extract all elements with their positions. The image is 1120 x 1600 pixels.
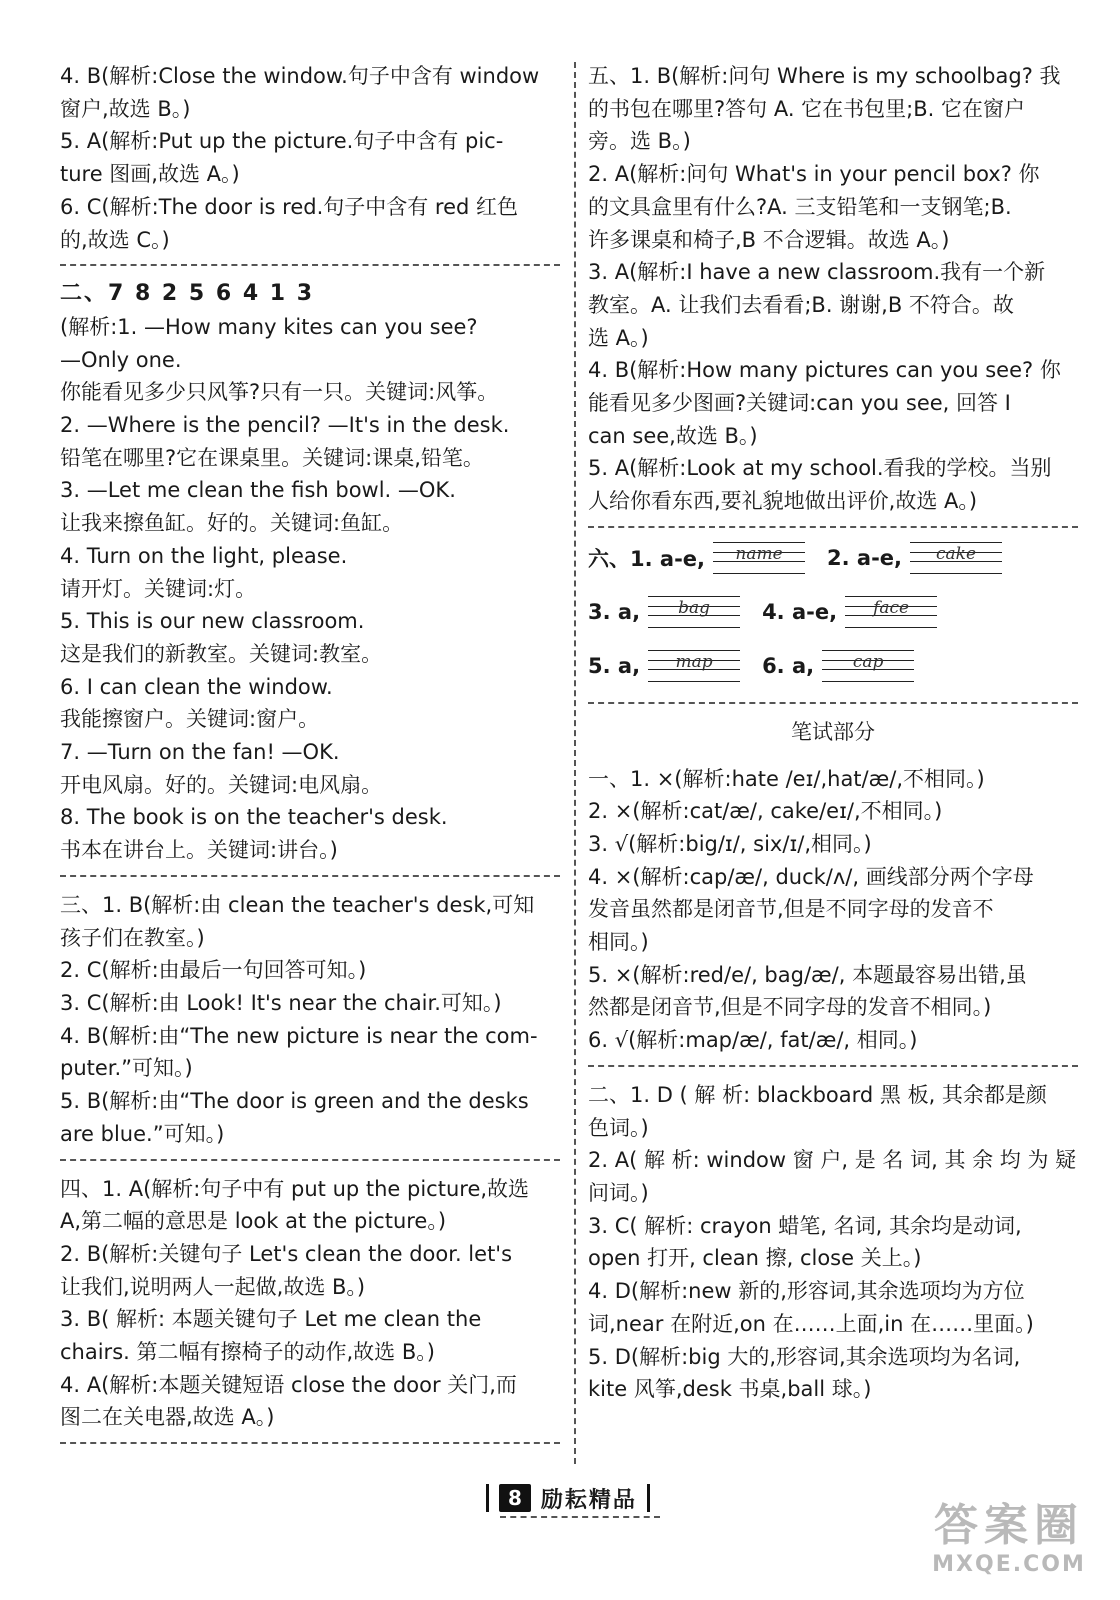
column-divider <box>574 62 576 1464</box>
text-line: 3. C(解析:由 Look! It's near the chair.可知。) <box>60 990 502 1015</box>
section-divider <box>60 875 560 877</box>
four-line-grid <box>648 650 740 682</box>
text-line: 能看见多少图画?关键词:can you see, 回答 I <box>588 391 1011 416</box>
text-line: 2. —Where is the pencil? —It's in the desk. <box>60 413 510 438</box>
text-line: 6. I can clean the window. <box>60 674 333 699</box>
item-label: 6. a, <box>762 653 815 678</box>
answer-block-4 <box>60 1173 560 1435</box>
answer-block-7 <box>588 763 1078 1057</box>
text-line: 4. B(解析:Close the window.句子中含有 window <box>60 64 540 88</box>
watermark-logo: 答案圈 <box>934 1500 1084 1551</box>
handwritten-word: map <box>675 651 713 672</box>
handwritten-word: cap <box>852 651 884 672</box>
text-line: 的,故选 C。) <box>60 227 170 252</box>
watermark <box>914 1500 1104 1592</box>
text-line: 发音虽然都是闭音节,但是不同字母的发音不 <box>588 897 994 922</box>
text-line: 4. ×(解析:cap/æ/, duck/ʌ/, 画线部分两个字母 <box>588 864 1034 889</box>
text-line: puter.”可知。) <box>60 1056 193 1081</box>
text-line: 的书包在哪里?答句 A. 它在书包里;B. 它在窗户 <box>588 96 1025 121</box>
section-heading-2: 二、7 8 2 5 6 4 1 3 <box>60 281 315 307</box>
answer-block-2 <box>60 278 560 867</box>
text-line: 4. Turn on the light, please. <box>60 543 348 568</box>
text-line: chairs. 第二幅有擦椅子的动作,故选 B。) <box>60 1340 435 1365</box>
section-divider <box>588 1065 1078 1067</box>
text-line: 我能擦窗户。关键词:窗户。 <box>60 707 320 732</box>
text-line: 3. A(解析:I have a new classroom.我有一个新 <box>588 260 1046 285</box>
text-line: 图二在关电器,故选 A。) <box>60 1405 275 1430</box>
section-divider <box>588 526 1078 528</box>
text-line: 人给你看东西,要礼貌地做出评价,故选 A。) <box>588 489 978 514</box>
text-line: 6. √(解析:map/æ/, fat/æ/, 相同。) <box>588 1028 918 1053</box>
item-label: 4. a-e, <box>762 599 838 624</box>
text-line: kite 风筝,desk 书桌,ball 球。) <box>588 1377 872 1402</box>
text-line: 5. A(解析:Put up the picture.句子中含有 pic- <box>60 129 504 154</box>
text-line: 词,near 在附近,on 在……上面,in 在……里面。) <box>588 1311 1034 1336</box>
section-divider <box>60 1159 560 1161</box>
text-line: 旁。选 B。) <box>588 129 691 154</box>
text-line: 选 A。) <box>588 325 649 350</box>
written-section-title: 笔试部分 <box>791 719 875 744</box>
text-line: 孩子们在教室。) <box>60 925 205 950</box>
page-number: 8 <box>499 1484 531 1512</box>
text-line: 让我们,说明两人一起做,故选 B。) <box>60 1274 366 1299</box>
writing-row <box>588 540 1078 576</box>
text-line: 一、1. ×(解析:hate /eɪ/,hat/æ/,不相同。) <box>588 766 985 791</box>
text-line: 你能看见多少只风筝?只有一只。关键词:风筝。 <box>60 380 499 405</box>
text-line: 许多课桌和椅子,B 不合逻辑。故选 A。) <box>588 227 950 252</box>
text-line: 书本在讲台上。关键词:讲台。) <box>60 838 338 863</box>
text-line: 2. ×(解析:cat/æ/, cake/eɪ/,不相同。) <box>588 799 943 824</box>
handwritten-word: name <box>735 543 783 564</box>
section-divider <box>588 702 1078 704</box>
text-line: 的文具盒里有什么?A. 三支铅笔和一支钢笔;B. <box>588 194 1012 219</box>
text-line: 教室。A. 让我们去看看;B. 谢谢,B 不符合。故 <box>588 292 1014 317</box>
page-footer <box>486 1478 650 1518</box>
text-line: 5. D(解析:big 大的,形容词,其余选项均为名词, <box>588 1344 1021 1369</box>
text-line: 4. B(解析:How many pictures can you see? 你 <box>588 358 1061 383</box>
text-line: ture 图画,故选 A。) <box>60 162 240 187</box>
footer-bar-left <box>486 1484 489 1512</box>
text-line: 3. √(解析:big/ɪ/, six/ɪ/,相同。) <box>588 831 872 856</box>
text-line: 铅笔在哪里?它在课桌里。关键词:课桌,铅笔。 <box>60 445 484 470</box>
handwritten-word: face <box>873 597 910 618</box>
text-line: 五、1. B(解析:问句 Where is my schoolbag? 我 <box>588 64 1061 88</box>
text-line: 3. B( 解析: 本题关键句子 Let me clean the <box>60 1307 482 1332</box>
item-label: 六、1. a-e, <box>588 546 706 571</box>
text-line: open 打开, clean 擦, close 关上。) <box>588 1246 922 1271</box>
text-line: are blue.”可知。) <box>60 1121 225 1146</box>
text-line: 4. A(解析:本题关键短语 close the door 关门,而 <box>60 1372 517 1397</box>
item-label: 3. a, <box>588 599 641 624</box>
four-line-grid <box>648 596 740 628</box>
text-line: 2. A(解析:问句 What's in your pencil box? 你 <box>588 162 1040 187</box>
text-line: 窗户,故选 B。) <box>60 96 191 121</box>
item-label: 5. a, <box>588 653 641 678</box>
writing-row <box>588 594 1078 630</box>
handwritten-word: bag <box>678 597 711 618</box>
text-line: 5. A(解析:Look at my school.看我的学校。当别 <box>588 456 1052 481</box>
answer-block-3 <box>60 889 560 1151</box>
answer-block-5 <box>588 60 1078 518</box>
item-label: 2. a-e, <box>827 545 903 570</box>
text-line: 色词。) <box>588 1115 649 1140</box>
text-line: 四、1. A(解析:句子中有 put up the picture,故选 <box>60 1176 530 1201</box>
answer-block-6 <box>588 540 1078 684</box>
four-line-grid <box>845 596 937 628</box>
footer-bar-right <box>647 1484 650 1512</box>
text-line: 6. C(解析:The door is red.句子中含有 red 红色 <box>60 194 519 219</box>
four-line-grid <box>822 650 914 682</box>
watermark-url: MXQE.COM <box>932 1552 1086 1577</box>
text-line: 然都是闭音节,但是不同字母的发音不相同。) <box>588 995 992 1020</box>
text-line: 7. —Turn on the fan! —OK. <box>60 740 340 765</box>
text-line: 3. C( 解析: crayon 蜡笔, 名词, 其余均是动词, <box>588 1213 1022 1238</box>
text-line: 这是我们的新教室。关键词:教室。 <box>60 641 383 666</box>
text-line: 请开灯。关键词:灯。 <box>60 576 257 601</box>
brand-name: 励耘精品 <box>540 1487 637 1513</box>
text-line: 让我来擦鱼缸。好的。关键词:鱼缸。 <box>60 511 404 536</box>
text-line: 5. B(解析:由“The door is green and the desks <box>60 1089 529 1114</box>
text-line: 5. This is our new classroom. <box>60 609 365 634</box>
text-line: 三、1. B(解析:由 clean the teacher's desk,可知 <box>60 892 535 917</box>
writing-row <box>588 648 1078 684</box>
text-line: (解析:1. —How many kites can you see? <box>60 314 478 339</box>
text-line: —Only one. <box>60 347 182 372</box>
section-divider <box>60 1442 560 1444</box>
text-line: 相同。) <box>588 930 649 955</box>
text-line: 8. The book is on the teacher's desk. <box>60 805 448 830</box>
answer-block-1 <box>60 60 560 256</box>
text-line: 问词。) <box>588 1180 649 1205</box>
text-line: 2. B(解析:关键句子 Let's clean the door. let's <box>60 1241 513 1266</box>
text-line: 开电风扇。好的。关键词:电风扇。 <box>60 772 383 797</box>
left-column <box>60 60 560 1456</box>
footer-divider <box>500 1516 660 1518</box>
four-line-grid <box>713 542 805 574</box>
handwritten-word: cake <box>936 543 977 564</box>
answer-block-8 <box>588 1079 1078 1406</box>
four-line-grid <box>910 542 1002 574</box>
text-line: 5. ×(解析:red/e/, bag/æ/, 本题最容易出错,虽 <box>588 962 1027 987</box>
text-line: can see,故选 B。) <box>588 423 758 448</box>
section-divider <box>60 264 560 266</box>
text-line: 二、1. D ( 解 析: blackboard 黑 板, 其余都是颜 <box>588 1082 1047 1107</box>
text-line: 2. C(解析:由最后一句回答可知。) <box>60 958 367 983</box>
text-line: 2. A( 解 析: window 窗 户, 是 名 词, 其 余 均 为 疑 <box>588 1148 1077 1173</box>
text-line: 3. —Let me clean the fish bowl. —OK. <box>60 478 456 503</box>
text-line: 4. D(解析:new 新的,形容词,其余选项均为方位 <box>588 1279 1025 1304</box>
text-line: A,第二幅的意思是 look at the picture。) <box>60 1209 447 1234</box>
right-column <box>588 60 1078 1406</box>
text-line: 4. B(解析:由“The new picture is near the com- <box>60 1023 538 1048</box>
